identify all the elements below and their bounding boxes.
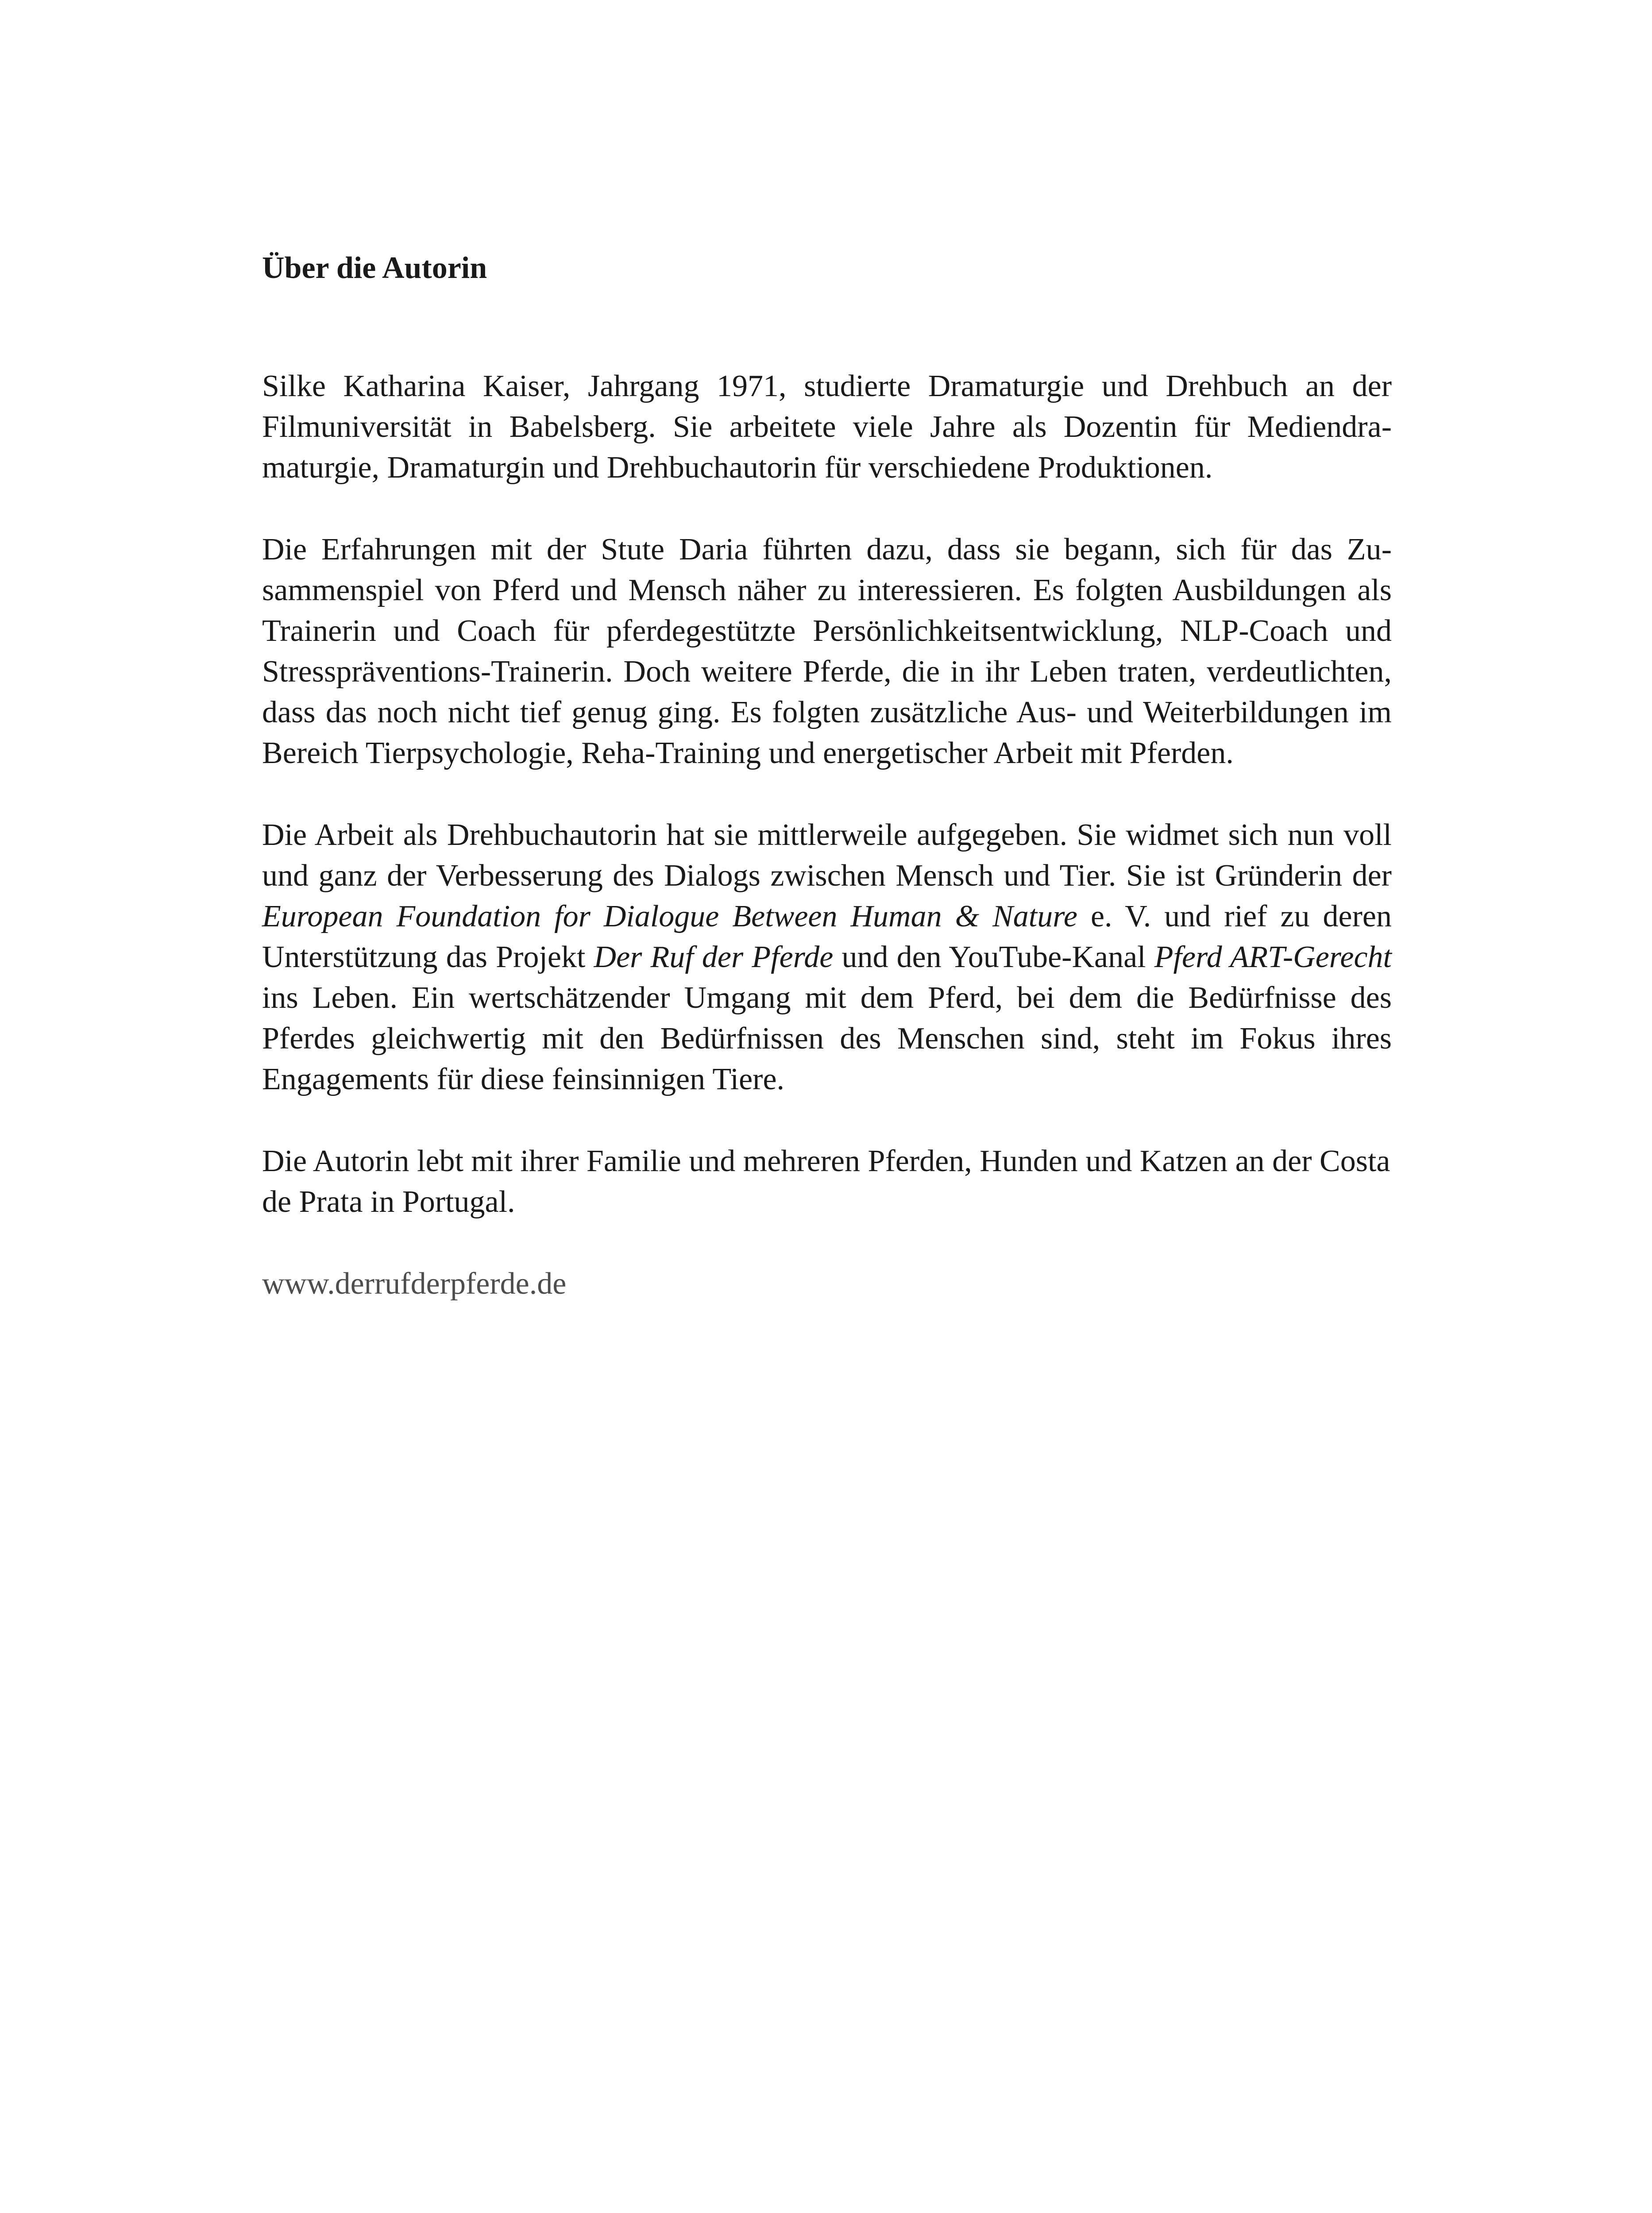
paragraph-foundation	[262, 815, 1392, 1100]
paragraph-biography: Silke Katharina Kaiser, Jahrgang 1971, studierte Dramaturgie und Drehbuch an der Filmuniversität in Babelsberg. Sie arbeitete viele Jahre als Dozentin für Mediendramaturgie, Dramaturgin und Drehbuchautorin für verschiedene Produktionen.	[262, 369, 1392, 485]
foundation-name: European Foundation for Dialogue Between Human & Nature	[262, 899, 1077, 933]
paragraph-foundation-text-4: ins Leben. Ein wertschätzender Umgang mit dem Pferd, bei dem die Bedürfnisse des Pferdes gleichwertig mit den Bedürfnissen des Menschen sind, steht im Fokus ihres Engagements für diese feinsinnigen Tiere.	[262, 981, 1392, 1096]
paragraph-foundation-text-3: und den YouTube-Kanal	[833, 940, 1154, 974]
paragraph-training: Die Erfahrungen mit der Stute Daria führten dazu, dass sie begann, sich für das Zusammenspiel von Pferd und Mensch näher zu interessieren. Es folgten Ausbildungen als Trainerin und Coach für pferdegestützte Persönlichkeitsentwicklung, NLP-Coach und Stresspräventions-Trainerin. Doch weitere Pferde, die in ihr Leben traten, verdeutlichten, dass das noch nicht tief genug ging. Es folgten zusätzliche Aus- und Weiterbildungen im Bereich Tierpsychologie, Reha-Training und energetischer Arbeit mit Pferden.	[262, 532, 1392, 770]
section-heading: Über die Autorin	[262, 251, 487, 285]
paragraph-foundation-text-1: Die Arbeit als Drehbuchautorin hat sie mittlerweile aufgegeben. Sie widmet sich nun voll und ganz der Verbesserung des Dialogs zwischen Mensch und Tier. Sie ist Gründerin der	[262, 818, 1392, 893]
youtube-channel-name: Pferd ART-Gerecht	[1154, 940, 1392, 974]
paragraph-residence: Die Autorin lebt mit ihrer Familie und mehreren Pferden, Hunden und Katzen an der Costa de Prata in Portugal.	[262, 1144, 1390, 1219]
about-author-section	[262, 248, 1392, 1304]
project-name: Der Ruf der Pferde	[594, 940, 834, 974]
paragraph-foundation-text-2: e. V. und rief zu deren Unterstützung das Projekt	[262, 899, 1392, 974]
website-link[interactable]: www.derrufderpferde.de	[262, 1267, 567, 1301]
